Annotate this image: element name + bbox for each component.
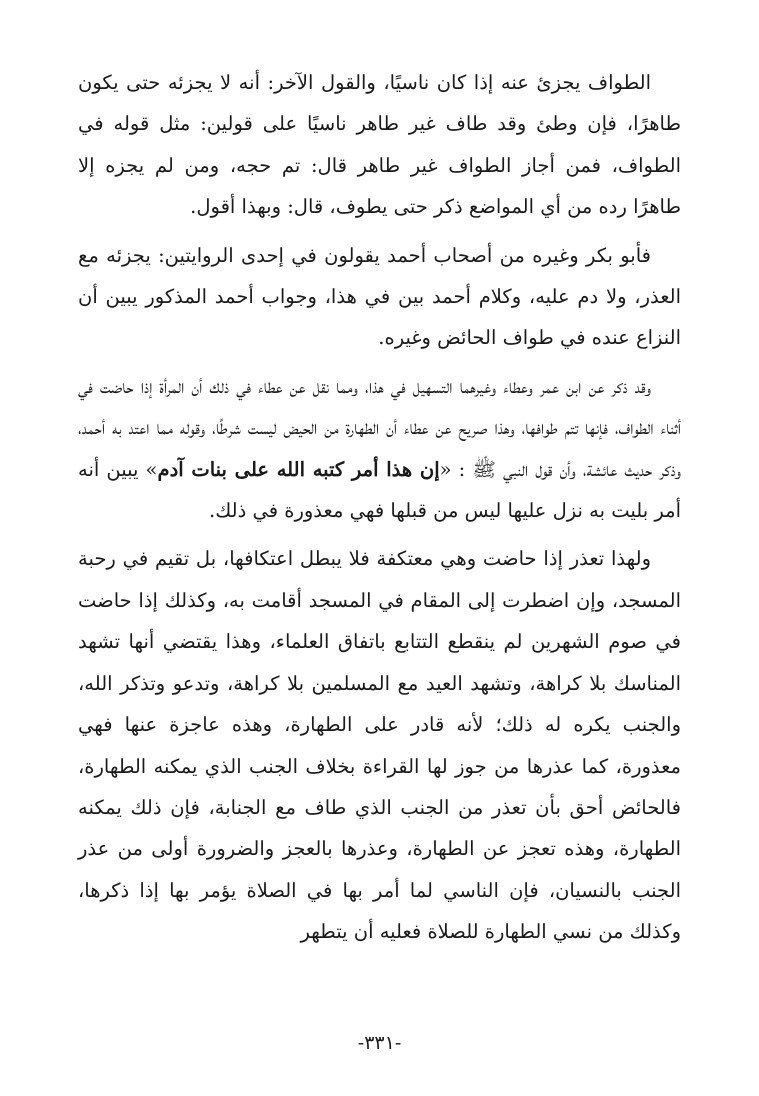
paragraph-2: [78, 235, 681, 359]
page-body: [78, 62, 681, 960]
paragraph-3-text-after: » يبين أنه أمر بليت به نزل عليها ليس من قبلها فهي معذورة في ذلك.: [78, 457, 681, 523]
paragraph-2-text: فأبو بكر وغيره من أصحاب أحمد يقولون في إحدى الروايتين: يجزئه مع العذر، ولا دم عليه، وكلام أحمد بين في هذا، وجواب أحمد المذكور يبين أن النزاع عنده في طواف الحائض وغيره.: [78, 243, 681, 350]
paragraph-4-text: ولهذا تعذر إذا حاضت وهي معتكفة فلا يبطل اعتكافها، بل تقيم في رحبة المسجد، وإن اضطرت إلى المقام في المسجد أقامت به، وكذلك إذا حاضت في صوم الشهرين لم ينقطع التتابع باتفاق العلماء، وهذا يقتضي أنها تشهد المناسك بلا كراهة، وتشهد العيد مع المسلمين بلا كراهة، وتدعو وتذكر الله، والجنب يكره له ذلك؛ لأنه قادر على الطهارة، وهذه عاجزة عنها فهي معذورة، كما عذرها من جوز لها القراءة بخلاف الجنب الذي يمكنه الطهارة، فالحائض أحق بأن تعذر من الجنب الذي طاف مع الجنابة، فإن ذلك يمكنه الطهارة، وهذه تعجز عن الطهارة، وعذرها بالعجز والضرورة أولى من عذر الجنب بالنسيان، فإن الناسي لما أمر بها في الصلاة يؤمر بها إذا ذكرها، وكذلك من نسي الطهارة للصلاة فعليه أن يتطهر: [78, 547, 681, 944]
paragraph-3-text-before: وقد ذكر عن ابن عمر وعطاء وغيرهما التسهيل في هذا، ومما نقل عن عطاء في ذلك أن المرأة إذا حاضت في أثناء الطواف، فإنها تتم طوافها، وهذا صريح عن عطاء أن الطهارة من الحيض ليست شرطًا، وقوله مما اعتد به أحمد، وذكر حديث عائشة، وأن قول النبي ﷺ : «: [78, 374, 681, 481]
paragraph-1: [78, 62, 681, 228]
hadith-quote: إن هذا أمر كتبه الله على بنات آدم: [157, 457, 440, 481]
paragraph-1-text: الطواف يجزئ عنه إذا كان ناسيًا، والقول الآخر: أنه لا يجزئه حتى يكون طاهرًا، فإن وطئ وقد طاف غير طاهر ناسيًا على قولين: مثل قوله في الطواف، فمن أجاز الطواف غير طاهر قال: تم حجه، ومن لم يجزه إلا طاهرًا رده من أي المواضع ذكر حتى يطوف، قال: وبهذا أقول.: [78, 71, 681, 219]
paragraph-4: [78, 538, 681, 952]
page-number: -٣٣١-: [357, 1032, 402, 1054]
paragraph-3: [78, 366, 681, 532]
